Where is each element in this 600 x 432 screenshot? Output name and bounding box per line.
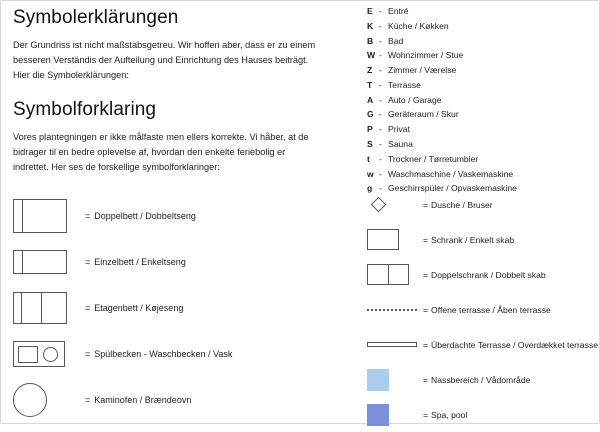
abbreviation-value: Wohnzimmer / Stue [388,50,464,61]
double-bed-icon [13,199,75,233]
legend-row-pool [367,397,597,432]
page-title-danish: Symbolforklaring [13,98,157,120]
legend-text: Doppelbett / Dobbeltseng [94,211,196,221]
equals-sign: = [423,339,429,350]
abbreviation-dash: - [379,109,382,120]
legend-label-shower [423,200,493,210]
bunk-bed-icon [13,292,75,324]
abbreviation-row [367,22,592,31]
graphic-legend-list [367,187,597,432]
cabinet-single-icon [367,229,417,250]
abbreviation-row [367,51,592,60]
abbreviation-row [367,81,592,90]
abbreviation-value: Terrasse [388,79,421,90]
legend-label-sink [85,349,232,359]
equals-sign: = [423,409,429,420]
legend-text: Etagenbett / Køjeseng [94,303,184,313]
intro-paragraph-danish: Vores plantegningen er ikke målfaste men ellers korrekte. Vi håber, at de bidrager til en bedre oplevelse af, hvordan den enkelte feriebolig er indrettet. Her ses de forskellige symbolforklaringer: [13,131,309,172]
legend-label-double-bed [85,211,196,221]
legend-text: Offene terrasse / Åben terrasse [431,304,551,315]
legend-label-pool [423,410,467,420]
abbreviation-value: Sauna [388,139,413,150]
abbreviation-dash: - [379,183,382,194]
equals-sign: = [423,199,429,210]
abbreviation-dash: - [379,65,382,76]
abbreviation-key: K [367,20,374,31]
abbreviation-row [367,155,592,164]
abbreviation-value: Trockner / Tørretumbler [388,153,479,164]
abbreviation-key: w [367,168,374,179]
pool-swatch-icon [367,404,417,426]
abbreviation-value: Küche / Køkken [388,20,449,31]
legend-text: Überdachte Terrasse / Overdækket terrasse [431,339,599,350]
legend-row-open-terrace [367,292,597,327]
legend-row-double-bed [13,193,358,239]
abbreviation-value: Auto / Garage [388,94,442,105]
legend-text: Schrank / Enkelt skab [431,234,515,245]
abbreviation-legend [367,7,592,199]
legend-label-wet-area [423,375,530,385]
abbreviation-key: P [367,124,373,135]
abbreviation-value: Geschirrspüler / Opvaskemaskine [388,183,517,194]
abbreviation-dash: - [379,35,382,46]
open-terrace-line-icon [367,309,417,311]
abbreviation-dash: - [379,153,382,164]
page-title-german: Symbolerklärungen [13,7,179,28]
equals-sign: = [423,374,429,385]
abbreviation-dash: - [379,20,382,31]
equals-sign: = [423,304,429,315]
abbreviation-value: Entré [388,6,409,16]
abbreviation-dash: - [379,124,382,135]
legend-row-single-bed [13,239,358,285]
legend-label-covered-terrace [423,340,598,350]
legend-text: Spa, pool [431,409,468,420]
legend-row-cabinet-single [367,222,597,257]
legend-row-shower [367,187,597,222]
abbreviation-dash: - [379,139,382,150]
abbreviation-row [367,170,592,179]
legend-row-cabinet-double [367,257,597,292]
equals-sign: = [85,211,91,221]
legend-text: Dusche / Bruser [431,199,493,210]
legend-text: Kaminofen / Brændeovn [94,395,192,405]
abbreviation-row [367,110,592,119]
legend-row-covered-terrace [367,327,597,362]
abbreviation-value: Waschmaschine / Vaskemaskine [388,168,514,179]
legend-label-cabinet-single [423,235,514,245]
abbreviation-key: A [367,94,374,105]
equals-sign: = [423,234,429,245]
stove-icon [13,383,75,417]
equals-sign: = [85,395,91,405]
sink-icon [13,341,75,367]
intro-text-block [13,7,353,174]
abbreviation-key: B [367,35,374,46]
abbreviation-dash: - [379,79,382,90]
intro-paragraph-german: Der Grundriss ist nicht maßstabsgetreu. Wir hoffen aber, dass er zu einem besseren Verständis der Aufteilung und Einrichtung des Hauses beiträgt. Hier die Symbolerklärungen: [13,40,316,80]
legend-row-bunk-bed [13,285,358,331]
cabinet-double-icon [367,264,417,285]
legend-label-stove [85,395,191,405]
equals-sign: = [85,303,91,313]
abbreviation-row [367,96,592,105]
abbreviation-key: g [367,183,373,194]
abbreviation-row [367,66,592,75]
symbol-legend-list [13,193,358,423]
legend-label-single-bed [85,257,186,267]
abbreviation-dash: - [379,94,382,105]
abbreviation-key: G [367,109,374,120]
abbreviation-row [367,37,592,46]
legend-label-bunk-bed [85,303,183,313]
abbreviation-key: E [367,6,373,16]
abbreviation-value: Privat [388,124,410,135]
shower-diamond-icon [367,199,417,210]
abbreviation-key: t [367,153,370,164]
single-bed-icon [13,250,75,274]
abbreviation-value: Zimmer / Værelse [388,65,457,76]
abbreviation-dash: - [379,6,382,16]
legend-label-cabinet-double [423,270,546,280]
legend-text: Spülbecken - Waschbecken / Vask [94,349,233,359]
covered-terrace-bar-icon [367,342,417,347]
abbreviation-key: T [367,79,373,90]
legend-row-wet-area [367,362,597,397]
legend-row-stove [13,377,358,423]
abbreviation-dash: - [379,50,382,61]
abbreviation-row [367,140,592,149]
legend-row-sink [13,331,358,377]
abbreviation-row [367,125,592,134]
abbreviation-value: Geräteraum / Skur [388,109,459,120]
abbreviation-row [367,7,592,16]
legend-label-open-terrace [423,305,551,315]
abbreviation-key: S [367,139,373,150]
abbreviation-key: W [367,50,376,61]
legend-text: Nassbereich / Vådområde [431,374,531,385]
equals-sign: = [85,257,91,267]
abbreviation-value: Bad [388,35,404,46]
abbreviation-dash: - [379,168,382,179]
legend-text: Einzelbett / Enkeltseng [94,257,186,267]
abbreviation-key: Z [367,65,373,76]
legend-text: Doppelschrank / Dobbelt skab [431,269,546,280]
equals-sign: = [423,269,429,280]
wet-area-swatch-icon [367,369,417,391]
equals-sign: = [85,349,91,359]
